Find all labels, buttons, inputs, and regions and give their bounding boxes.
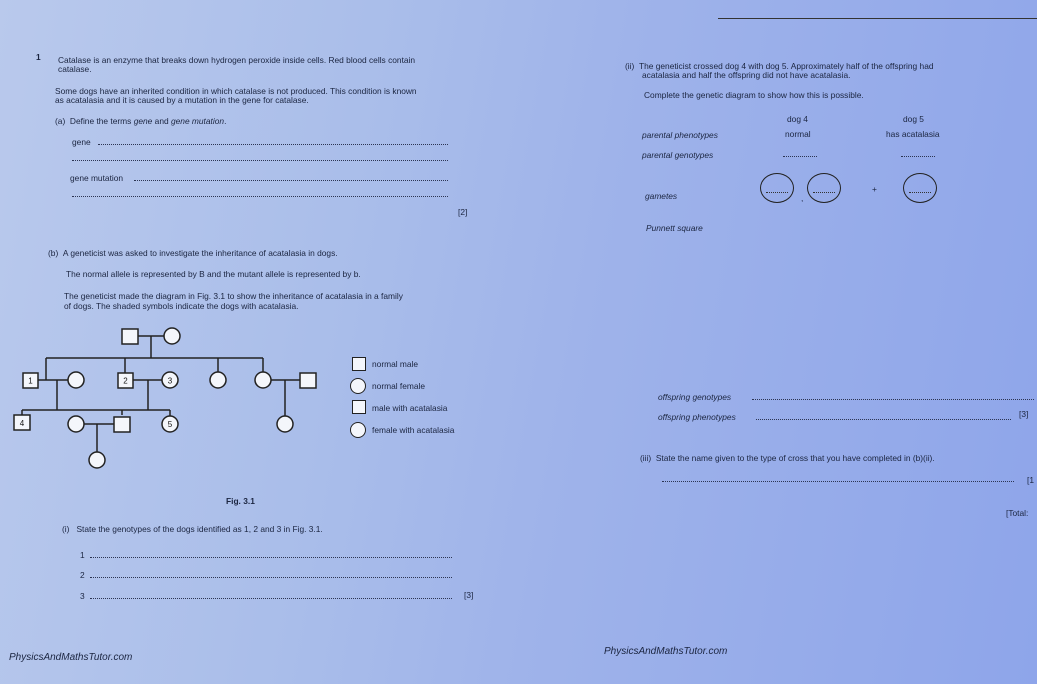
part-b-iii-answer[interactable] (662, 481, 1014, 482)
pedigree-gen2-female-c (255, 372, 271, 388)
gamete-comma: , (801, 193, 804, 203)
part-b-ii-line-2: acatalasia and half the offspring did not have acatalasia. (642, 70, 851, 80)
part-b-line-3a: The geneticist made the diagram in Fig. 3.1 to show the inheritance of acatalasia in a family (64, 291, 403, 301)
dog5-phenotype: has acatalasia (886, 129, 940, 139)
legend-normal-male-icon (352, 357, 366, 371)
part-a-marks: [2] (458, 207, 468, 217)
parental-phenotypes-label: parental phenotypes (642, 130, 718, 140)
pedigree-gen1-male (122, 329, 138, 344)
part-a-label: (a) (55, 116, 66, 126)
term-gene: gene (133, 116, 153, 126)
footer-left-link[interactable]: PhysicsAndMathsTutor.com (9, 652, 133, 663)
part-a-prompt (55, 116, 226, 126)
gene-mutation-answer-line-2[interactable] (72, 196, 448, 197)
pedigree-gen2-female-a (68, 372, 84, 388)
pedigree-gen2-male-c (300, 373, 316, 388)
genotype-answer-1[interactable] (90, 557, 452, 558)
part-b-iii-label: (iii) (640, 453, 652, 463)
footer-right-link[interactable]: PhysicsAndMathsTutor.com (604, 646, 728, 657)
part-b-line-3b: of dogs. The shaded symbols indicate the dogs with acatalasia. (64, 301, 299, 311)
offspring-genotypes-answer[interactable] (752, 399, 1034, 400)
offspring-genotypes-label: offspring genotypes (658, 392, 732, 402)
legend-affected-male-icon (352, 400, 366, 414)
punnett-square-label: Punnett square (646, 223, 703, 233)
pedigree-label-1: 1 (28, 376, 33, 386)
pedigree-label-3: 3 (167, 376, 173, 386)
part-b-iii-prompt (640, 453, 935, 463)
part-b-label: (b) (48, 248, 59, 258)
part-b-line-2: The normal allele is represented by B and the mutant allele is represented by b. (66, 269, 361, 279)
pedigree-gen4-female (89, 452, 105, 468)
part-a-prompt-pre: Define the terms (69, 116, 134, 126)
para2-line-2: as acatalasia and it is caused by a mutation in the gene for catalase. (55, 95, 309, 105)
part-a-and: and (152, 116, 171, 126)
pedigree-diagram (0, 320, 340, 470)
genotype-label-1: 1 (80, 550, 85, 560)
pedigree-label-5: 5 (167, 420, 173, 429)
part-b-ii-text-1: The geneticist crossed dog 4 with dog 5. Approximately half of the offspring had (638, 61, 934, 71)
gamete-dog4-1-input[interactable] (760, 173, 794, 203)
total-marks: [Total: (1006, 508, 1029, 518)
genotype-label-3: 3 (80, 591, 85, 601)
question-number: 1 (36, 52, 41, 62)
pedigree-gen3-female-a (68, 416, 84, 432)
legend-normal-female: normal female (372, 381, 426, 391)
part-b-i-prompt (62, 524, 323, 534)
part-b-text-1: A geneticist was asked to investigate the inheritance of acatalasia in dogs. (62, 248, 338, 258)
genotype-answer-3[interactable] (90, 598, 452, 599)
dog4-genotype-answer[interactable] (783, 156, 817, 157)
pedigree-label-2: 2 (123, 376, 128, 386)
legend-normal-male: normal male (372, 359, 419, 369)
gamete-dog4-2-input[interactable] (807, 173, 841, 203)
legend-affected-female-icon (350, 422, 366, 438)
legend-affected-female: female with acatalasia (372, 425, 455, 435)
dog5-genotype-answer[interactable] (901, 156, 935, 157)
legend-affected-male: male with acatalasia (372, 403, 448, 413)
part-b-i-label: (i) (62, 524, 70, 534)
part-b-i-marks: [3] (464, 590, 474, 600)
part-b-ii-line-3: Complete the genetic diagram to show how this is possible. (644, 90, 864, 100)
gene-answer-line-2[interactable] (72, 160, 448, 161)
header-rule (718, 18, 1037, 19)
dog5-heading: dog 5 (903, 114, 924, 124)
gene-answer-line-1[interactable] (98, 144, 448, 145)
figure-caption: Fig. 3.1 (226, 496, 255, 506)
gene-mutation-answer-line-1[interactable] (134, 180, 448, 181)
part-b-line-1 (48, 248, 338, 258)
gamete-plus: + (872, 184, 877, 194)
dog4-phenotype: normal (785, 129, 811, 139)
gene-mutation-answer-label: gene mutation (70, 173, 124, 183)
pedigree-gen2-female-b (210, 372, 226, 388)
part-a-prompt-post: . (224, 116, 227, 126)
pedigree-gen1-female (164, 328, 180, 344)
legend-normal-female-icon (350, 378, 366, 394)
part-b-ii-label: (ii) (625, 61, 635, 71)
intro-line-2: catalase. (58, 64, 92, 74)
part-b-iii-text: State the name given to the type of cross that you have completed in (b)(ii). (655, 453, 935, 463)
pedigree-gen3-female-c (277, 416, 293, 432)
dog4-heading: dog 4 (787, 114, 808, 124)
part-b-i-text: State the genotypes of the dogs identified as 1, 2 and 3 in Fig. 3.1. (76, 524, 323, 534)
offspring-phenotypes-label: offspring phenotypes (658, 412, 736, 422)
genotype-label-2: 2 (80, 570, 85, 580)
gamete-dog5-input[interactable] (903, 173, 937, 203)
offspring-phenotypes-answer[interactable] (756, 419, 1011, 420)
pedigree-label-4: 4 (19, 419, 25, 428)
parental-genotypes-label: parental genotypes (642, 150, 714, 160)
para2-line-1: Some dogs have an inherited condition in which catalase is not produced. This condition is known (55, 86, 417, 96)
pedigree-gen3-male-b (114, 417, 130, 432)
gene-answer-label: gene (72, 137, 91, 147)
gametes-label: gametes (645, 191, 678, 201)
part-b-iii-marks: [1 (1027, 475, 1034, 485)
part-b-ii-marks: [3] (1019, 409, 1029, 419)
intro-line-1: Catalase is an enzyme that breaks down hydrogen peroxide inside cells. Red blood cells contain (58, 55, 416, 65)
term-gene-mutation: gene mutation (170, 116, 225, 126)
genotype-answer-2[interactable] (90, 577, 452, 578)
